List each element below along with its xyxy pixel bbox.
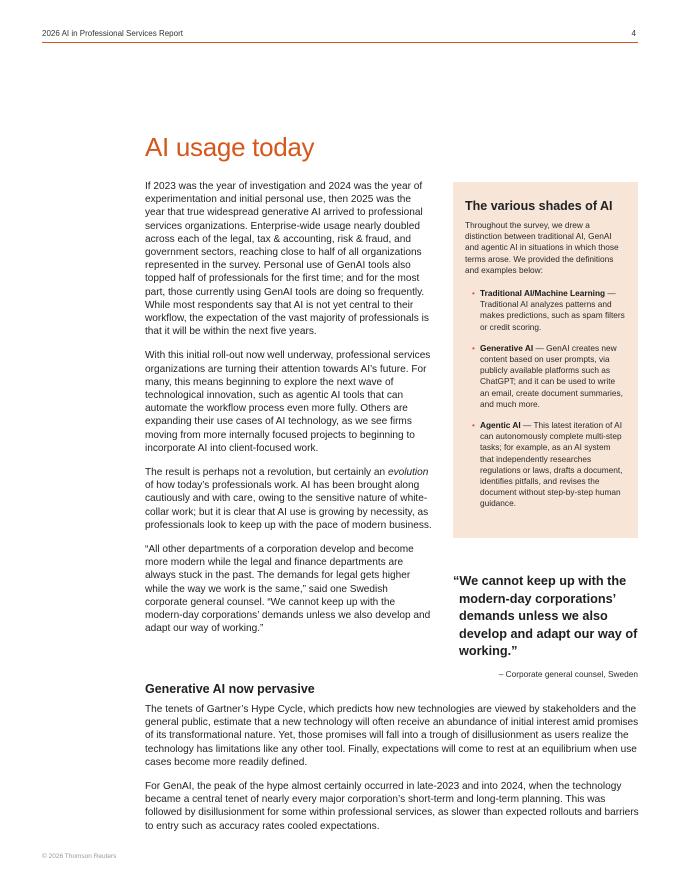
definitions-sidebar [453,182,638,538]
bullet-icon: • [472,420,475,431]
bullet-icon: • [472,288,475,299]
definition-list [465,288,626,510]
bullet-icon: • [472,342,475,353]
body-paragraph: With this initial roll-out now well underway, professional services organizations are turning their attention towards AI’s future. For many, this means beginning to explore the next wave of technological innovation, such as agentic AI tools that can automate the workflow process even more fully. Others are expanding their use cases of AI technology, as we see firms moving from more internally focused projects to beginning to incorporate AI into client-focused work. [145,350,431,454]
definition-term: Generative AI [480,342,534,353]
body-paragraph: If 2023 was the year of investigation and 2024 was the year of experimentation and initial personal use, then 2025 was the year that true widespread generative AI arrived to professional services organizations. Enterprise-wide usage nearly doubled across each of the legal, tax & accounting, risk & fraud, and government sectors, reaching close to half of all organizations represented in the survey. Personal use of GenAI tools also topped half of professionals for the first time; and for the most part, those currently using GenAI tools are doing so frequently. While most respondents say that AI is not yet central to their workflow, the expectation of the vast majority of professionals is that it will be within the next five years. [145,181,429,338]
list-item [474,420,626,510]
emphasis-text: evolution [387,467,429,479]
running-header [42,28,638,43]
sidebar-intro: Throughout the survey, we drew a distinction between traditional AI, GenAI and agentic AI in situations in which those terms arose. We provided the definitions and examples below: [465,220,619,275]
report-title: 2026 AI in Professional Services Report [42,29,183,38]
page-number: 4 [631,29,636,38]
list-item [474,288,626,333]
list-item [474,343,626,410]
quote-attribution: – Corporate general counsel, Sweden [498,668,638,679]
definition-text: — GenAI creates new content based on user prompts, via publicly available platforms such as ChatGPT; and it can be used to write an email, create document summaries, and much more. [480,342,623,409]
text-run: of how today’s professionals work. AI has been brought along cautiously and with care, owing to the sensitive nature of white-collar work; but it is clear that AI use is growing by necessity, as professionals look to keep up with the pace of modern business. [145,480,432,531]
sidebar-title: The various shades of AI [465,199,613,213]
body-paragraph: “All other departments of a corporation develop and become more modern while the legal and finance departments are always stuck in the past. The demands for legal gets higher while the way we work is the same,” said one Swedish corporate general counsel. “We cannot keep up with the modern-day corporations’ demands unless we also develop and adapt our way of working.” [145,544,431,635]
body-paragraph: For GenAI, the peak of the hype almost certainly occurred in late-2023 and into 2024, when the technology became a central tenet of nearly every major corporation’s short-term and long-term planning. This was followed by disillusionment for some within professional services, as slower than expected rollouts and barriers to entry such as accuracy rates cooled expectations. [145,781,639,832]
definition-text: — Traditional AI analyzes patterns and makes predictions, such as spam filters or credit scoring. [480,288,625,332]
section-body [145,703,641,844]
main-column [145,180,433,647]
body-paragraph: The tenets of Gartner’s Hype Cycle, which predicts how new technologies are viewed by stakeholders and the general public, estimate that a new technology will often receive an abundance of initial interest amid promises of its transformational nature. Yet, those promises will fall into a trough of disillusionment as users realize the technology has limitations like any other tool. Finally, expectations will come to rest at an equilibrium when use cases become more readily defined. [145,704,639,768]
definition-term: Agentic AI [480,420,521,431]
body-paragraph [145,466,433,532]
text-run: The result is perhaps not a revolution, but certainly an [145,467,388,479]
page-title: AI usage today [145,132,315,162]
section-heading: Generative AI now pervasive [145,682,315,696]
quote-text: “We cannot keep up with the modern-day corporations’ demands unless we also develop and adapt our way of working.” [453,574,638,658]
copyright-footer: © 2026 Thomson Reuters [42,853,117,860]
definition-text: — This latest iteration of AI can autonomously complete multi-step tasks; for example, as an AI system that independently researches regulations or laws, drafts a document, identifies pitfalls, and revises the document without step-by-step human guidance. [480,420,623,509]
pull-quote [453,573,643,683]
definition-term: Traditional AI/Machine Learning [480,288,606,299]
